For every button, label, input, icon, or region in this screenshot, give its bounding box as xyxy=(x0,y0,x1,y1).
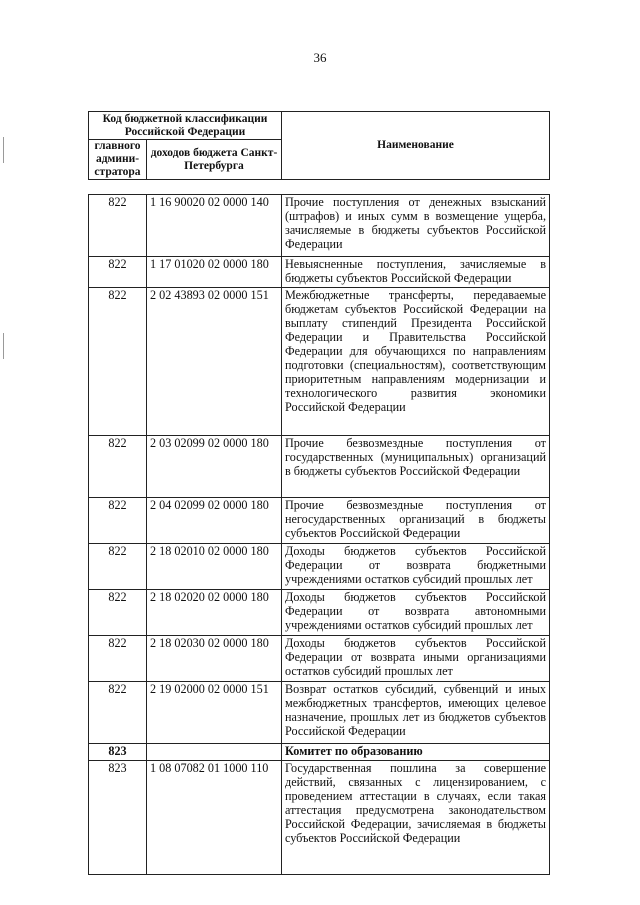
income-code-cell: 2 18 02030 02 0000 180 xyxy=(147,636,282,682)
admin-code-cell: 822 xyxy=(89,436,147,498)
table-row xyxy=(89,544,550,590)
admin-code-cell: 822 xyxy=(89,682,147,744)
income-code-cell: 2 18 02010 02 0000 180 xyxy=(147,544,282,590)
name-cell: Доходы бюджетов субъектов Российской Федерации от возврата автономными учреждениями остатков субсидий прошлых лет xyxy=(282,590,550,636)
table-row xyxy=(89,761,550,875)
margin-binding-mark xyxy=(3,137,4,163)
name-cell: Доходы бюджетов субъектов Российской Федерации от возврата бюджетными учреждениями остатков субсидий прошлых лет xyxy=(282,544,550,590)
income-code-cell: 2 04 02099 02 0000 180 xyxy=(147,498,282,544)
name-cell: Межбюджетные трансферты, передаваемые бюджетам субъектов Российской Федерации на выплату стипендий Президента Российской Федерации и Правительства Российской Федерации для обучающихся по направлениям подготовки (специальностям), соответствующим приоритетным направлениям модернизации и технологического развития экономики Российской Федерации xyxy=(282,288,550,436)
name-cell: Прочие безвозмездные поступления от государственных (муниципальных) организаций в бюджеты субъектов Российской Федерации xyxy=(282,436,550,498)
table-row xyxy=(89,436,550,498)
table-row xyxy=(89,257,550,288)
classification-header xyxy=(88,111,550,180)
income-code-cell xyxy=(147,744,282,761)
table-row xyxy=(89,195,550,257)
revenue-table-body xyxy=(89,195,550,875)
table-row xyxy=(89,636,550,682)
income-code-cell: 2 18 02020 02 0000 180 xyxy=(147,590,282,636)
margin-binding-mark xyxy=(3,333,4,359)
name-cell: Возврат остатков субсидий, субвенций и иных межбюджетных трансфертов, имеющих целевое назначение, прошлых лет из бюджетов субъектов Российской Федерации xyxy=(282,682,550,744)
income-code-cell: 1 08 07082 01 1000 110 xyxy=(147,761,282,875)
admin-code-cell: 822 xyxy=(89,288,147,436)
admin-code-cell: 822 xyxy=(89,257,147,288)
admin-code-cell: 822 xyxy=(89,195,147,257)
name-cell: Прочие безвозмездные поступления от негосударственных организаций в бюджеты субъектов Российской Федерации xyxy=(282,498,550,544)
admin-code-cell: 822 xyxy=(89,544,147,590)
page-number: 36 xyxy=(313,50,327,65)
admin-code-cell: 822 xyxy=(89,590,147,636)
name-cell: Невыясненные поступления, зачисляемые в бюджеты субъектов Российской Федерации xyxy=(282,257,550,288)
name-column-header: Наименование xyxy=(282,112,550,180)
name-cell: Комитет по образованию xyxy=(282,744,550,761)
revenue-table xyxy=(88,194,550,875)
table-row xyxy=(89,498,550,544)
admin-code-cell: 822 xyxy=(89,498,147,544)
code-group-header: Код бюджетной классификации Российской Федерации xyxy=(89,112,282,140)
table-row xyxy=(89,682,550,744)
admin-code-cell: 822 xyxy=(89,636,147,682)
admin-column-header: главного админи-стратора xyxy=(89,140,147,180)
name-cell: Государственная пошлина за совершение действий, связанных с лицензированием, с проведением аттестации в случаях, если такая аттестация предусмотрена законодательством Российской Федерации, зачисляемая в бюджеты субъектов Российской Федерации xyxy=(282,761,550,875)
table-row xyxy=(89,288,550,436)
table-row xyxy=(89,744,550,761)
admin-code-cell: 823 xyxy=(89,744,147,761)
income-code-cell: 2 02 43893 02 0000 151 xyxy=(147,288,282,436)
admin-code-cell: 823 xyxy=(89,761,147,875)
name-cell: Доходы бюджетов субъектов Российской Федерации от возврата иными организациями остатков субсидий прошлых лет xyxy=(282,636,550,682)
name-cell: Прочие поступления от денежных взысканий (штрафов) и иных сумм в возмещение ущерба, зачисляемые в бюджеты субъектов Российской Федерации xyxy=(282,195,550,257)
income-code-cell: 2 03 02099 02 0000 180 xyxy=(147,436,282,498)
income-code-cell: 1 16 90020 02 0000 140 xyxy=(147,195,282,257)
income-code-cell: 1 17 01020 02 0000 180 xyxy=(147,257,282,288)
table-row xyxy=(89,590,550,636)
income-column-header: доходов бюджета Санкт-Петербурга xyxy=(147,140,282,180)
income-code-cell: 2 19 02000 02 0000 151 xyxy=(147,682,282,744)
